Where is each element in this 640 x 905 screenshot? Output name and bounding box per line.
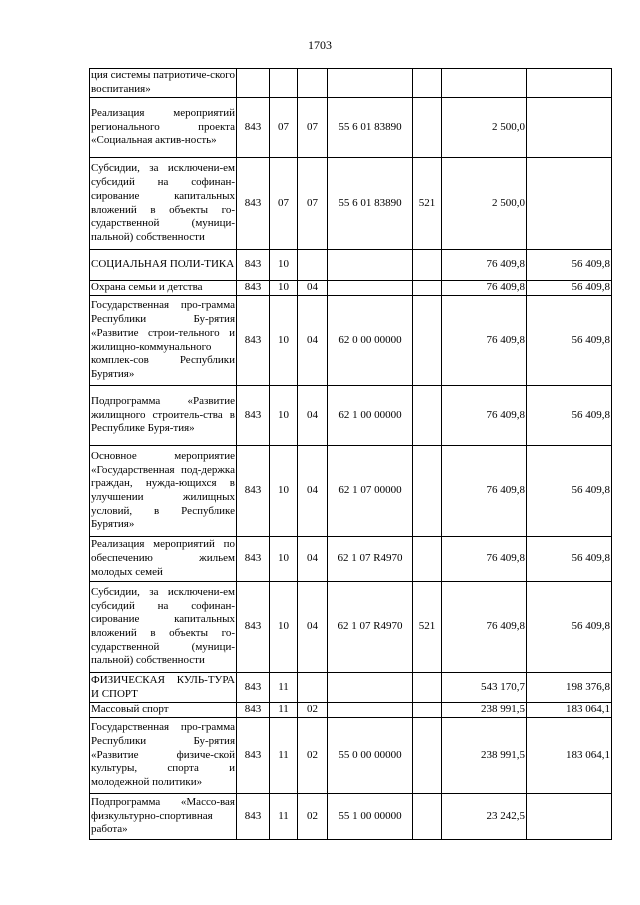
vr-cell: 521 — [413, 582, 442, 673]
pr-cell: 04 — [298, 537, 328, 582]
ved-cell: 843 — [237, 582, 270, 673]
table-row — [90, 582, 612, 673]
csr-cell: 55 0 00 00000 — [328, 718, 413, 794]
vr-cell — [413, 69, 442, 98]
sum1-cell: 76 409,8 — [442, 296, 527, 386]
sum1-cell: 543 170,7 — [442, 673, 527, 703]
row-name: ФИЗИЧЕСКАЯ КУЛЬ-ТУРА И СПОРТ — [90, 673, 237, 703]
csr-cell — [328, 703, 413, 718]
sum1-cell: 238 991,5 — [442, 703, 527, 718]
sum1-cell: 238 991,5 — [442, 718, 527, 794]
sum2-cell: 56 409,8 — [527, 281, 612, 296]
sum2-cell: 56 409,8 — [527, 582, 612, 673]
vr-cell — [413, 386, 442, 446]
ved-cell: 843 — [237, 296, 270, 386]
row-name: Массовый спорт — [90, 703, 237, 718]
row-name: Реализация мероприятий по обеспечению жильем молодых семей — [90, 537, 237, 582]
pr-cell: 02 — [298, 703, 328, 718]
pr-cell — [298, 69, 328, 98]
vr-cell — [413, 794, 442, 840]
row-name: Субсидии, за исключени-ем субсидий на софинан-сирование капитальных вложений в объекты го-сударственной (муници-пальной) собственности — [90, 582, 237, 673]
ved-cell: 843 — [237, 718, 270, 794]
row-name: Охрана семьи и детства — [90, 281, 237, 296]
pr-cell — [298, 673, 328, 703]
pr-cell: 04 — [298, 446, 328, 537]
row-name: Подпрограмма «Развитие жилищного строитель-ства в Республике Буря-тия» — [90, 386, 237, 446]
sum2-cell: 56 409,8 — [527, 446, 612, 537]
page-number: 1703 — [308, 38, 332, 52]
row-name: Субсидии, за исключени-ем субсидий на софинан-сирование капитальных вложений в объекты го-сударственной (муници-пальной) собственности — [90, 158, 237, 250]
csr-cell — [328, 281, 413, 296]
pr-cell: 04 — [298, 582, 328, 673]
rz-cell: 11 — [270, 794, 298, 840]
sum1-cell: 76 409,8 — [442, 281, 527, 296]
rz-cell: 11 — [270, 703, 298, 718]
csr-cell — [328, 673, 413, 703]
vr-cell — [413, 250, 442, 281]
csr-cell: 62 0 00 00000 — [328, 296, 413, 386]
pr-cell: 04 — [298, 386, 328, 446]
ved-cell: 843 — [237, 794, 270, 840]
vr-cell — [413, 718, 442, 794]
vr-cell — [413, 296, 442, 386]
table-row — [90, 158, 612, 250]
sum2-cell — [527, 158, 612, 250]
sum1-cell: 76 409,8 — [442, 386, 527, 446]
csr-cell: 55 6 01 83890 — [328, 158, 413, 250]
sum2-cell: 198 376,8 — [527, 673, 612, 703]
vr-cell — [413, 537, 442, 582]
csr-cell: 55 6 01 83890 — [328, 98, 413, 158]
sum2-cell: 56 409,8 — [527, 537, 612, 582]
rz-cell: 10 — [270, 281, 298, 296]
pr-cell: 04 — [298, 281, 328, 296]
rz-cell: 10 — [270, 537, 298, 582]
sum2-cell — [527, 794, 612, 840]
row-name: Реализация мероприятий регионального проекта «Социальная актив-ность» — [90, 98, 237, 158]
csr-cell: 62 1 00 00000 — [328, 386, 413, 446]
table-row — [90, 446, 612, 537]
csr-cell: 62 1 07 R4970 — [328, 537, 413, 582]
rz-cell — [270, 69, 298, 98]
table-row — [90, 673, 612, 703]
rz-cell: 10 — [270, 446, 298, 537]
csr-cell — [328, 69, 413, 98]
ved-cell: 843 — [237, 537, 270, 582]
sum1-cell — [442, 69, 527, 98]
rz-cell: 11 — [270, 673, 298, 703]
row-name: Подпрограмма «Массо-вая физкультурно-спортивная работа» — [90, 794, 237, 840]
row-name: Государственная про-грамма Республики Бу-рятия «Развитие строи-тельного и жилищно-коммунального комплек-сов Республики Бурятия» — [90, 296, 237, 386]
sum2-cell: 56 409,8 — [527, 386, 612, 446]
table-row — [90, 250, 612, 281]
ved-cell: 843 — [237, 250, 270, 281]
pr-cell — [298, 250, 328, 281]
table-row — [90, 386, 612, 446]
table-row — [90, 98, 612, 158]
sum1-cell: 76 409,8 — [442, 537, 527, 582]
rz-cell: 10 — [270, 582, 298, 673]
ved-cell: 843 — [237, 386, 270, 446]
sum1-cell: 2 500,0 — [442, 98, 527, 158]
row-name: СОЦИАЛЬНАЯ ПОЛИ-ТИКА — [90, 250, 237, 281]
ved-cell: 843 — [237, 158, 270, 250]
rz-cell: 07 — [270, 158, 298, 250]
ved-cell: 843 — [237, 281, 270, 296]
table-row — [90, 281, 612, 296]
vr-cell: 521 — [413, 158, 442, 250]
row-name: ция системы патриотиче-ского воспитания» — [90, 69, 237, 98]
table-row — [90, 718, 612, 794]
vr-cell — [413, 281, 442, 296]
csr-cell: 62 1 07 00000 — [328, 446, 413, 537]
sum2-cell: 56 409,8 — [527, 250, 612, 281]
ved-cell: 843 — [237, 703, 270, 718]
table-row — [90, 703, 612, 718]
sum1-cell: 23 242,5 — [442, 794, 527, 840]
rz-cell: 07 — [270, 98, 298, 158]
sum1-cell: 76 409,8 — [442, 250, 527, 281]
sum1-cell: 2 500,0 — [442, 158, 527, 250]
sum2-cell: 183 064,1 — [527, 718, 612, 794]
sum2-cell — [527, 69, 612, 98]
vr-cell — [413, 98, 442, 158]
rz-cell: 11 — [270, 718, 298, 794]
vr-cell — [413, 673, 442, 703]
sum2-cell — [527, 98, 612, 158]
ved-cell: 843 — [237, 98, 270, 158]
sum2-cell: 183 064,1 — [527, 703, 612, 718]
csr-cell — [328, 250, 413, 281]
sum1-cell: 76 409,8 — [442, 446, 527, 537]
ved-cell — [237, 69, 270, 98]
rz-cell: 10 — [270, 296, 298, 386]
pr-cell: 07 — [298, 158, 328, 250]
table-row — [90, 296, 612, 386]
budget-table — [89, 68, 612, 840]
sum1-cell: 76 409,8 — [442, 582, 527, 673]
pr-cell: 02 — [298, 794, 328, 840]
pr-cell: 07 — [298, 98, 328, 158]
row-name: Государственная про-грамма Республики Бу-рятия «Развитие физиче-ской культуры, спорта и молодежной политики» — [90, 718, 237, 794]
table-row — [90, 537, 612, 582]
table-row — [90, 69, 612, 98]
rz-cell: 10 — [270, 386, 298, 446]
csr-cell: 55 1 00 00000 — [328, 794, 413, 840]
csr-cell: 62 1 07 R4970 — [328, 582, 413, 673]
ved-cell: 843 — [237, 446, 270, 537]
vr-cell — [413, 446, 442, 537]
vr-cell — [413, 703, 442, 718]
sum2-cell: 56 409,8 — [527, 296, 612, 386]
table-row — [90, 794, 612, 840]
rz-cell: 10 — [270, 250, 298, 281]
ved-cell: 843 — [237, 673, 270, 703]
pr-cell: 04 — [298, 296, 328, 386]
pr-cell: 02 — [298, 718, 328, 794]
row-name: Основное мероприятие «Государственная под-держка граждан, нужда-ющихся в улучшении жилищных условий, в Республике Бурятия» — [90, 446, 237, 537]
